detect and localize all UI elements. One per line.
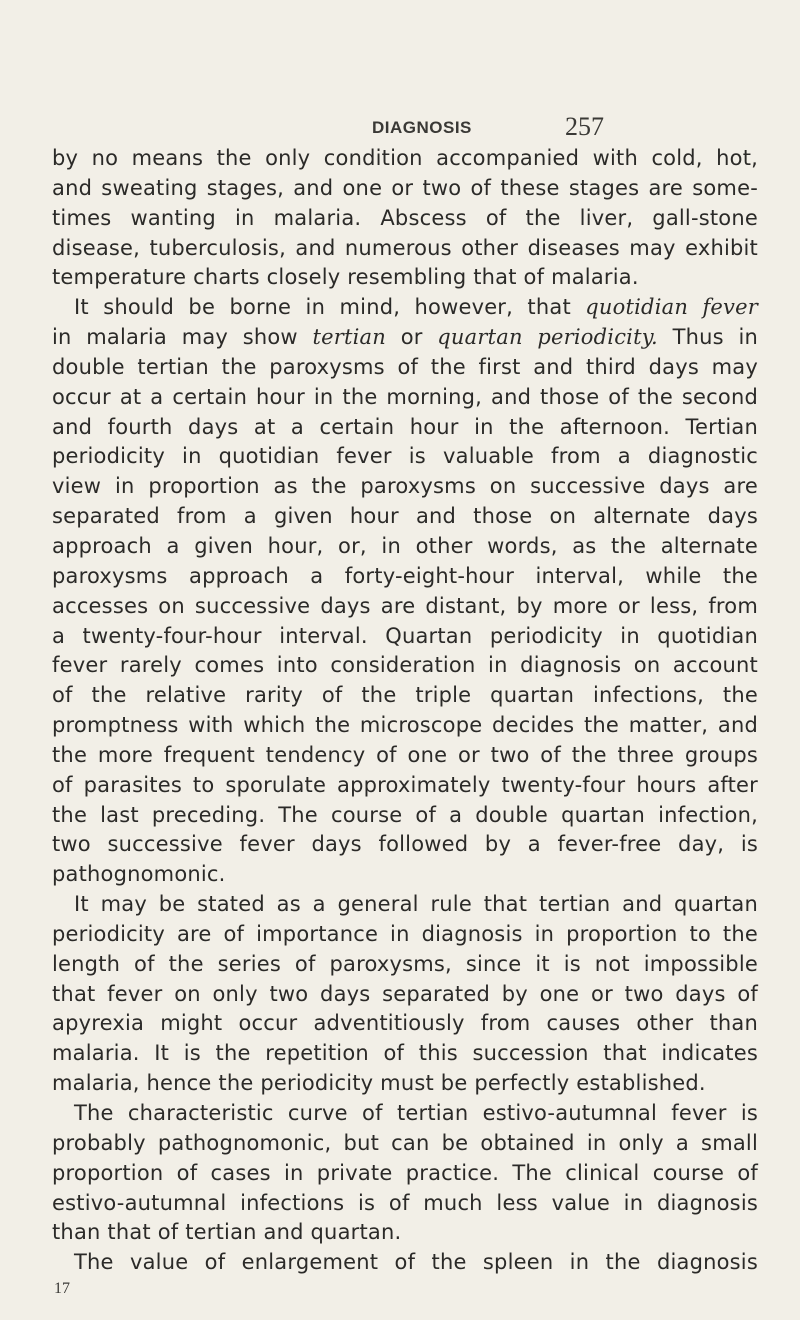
page-header bbox=[0, 114, 800, 144]
text-segment: It should be borne in mind, however, that bbox=[74, 295, 586, 320]
text-line bbox=[52, 472, 758, 502]
text-line bbox=[52, 890, 758, 920]
text-line bbox=[52, 383, 758, 413]
text-line bbox=[52, 1129, 758, 1159]
text-line bbox=[52, 801, 758, 831]
text-line bbox=[52, 920, 758, 950]
body-text bbox=[52, 144, 758, 1278]
text-line bbox=[52, 323, 758, 353]
text-segment: that fever on only two days separated by one or two days of bbox=[52, 981, 758, 1006]
text-segment: double tertian the paroxysms of the first and third days may bbox=[52, 354, 758, 379]
text-line bbox=[52, 532, 758, 562]
signature-mark: 17 bbox=[54, 1280, 70, 1297]
text-segment: of the relative rarity of the triple quartan infections, the bbox=[52, 683, 758, 708]
text-segment: and sweating stages, and one or two of these stages are some- bbox=[52, 175, 758, 200]
text-line bbox=[52, 860, 758, 890]
text-line bbox=[52, 353, 758, 383]
text-segment: and fourth days at a certain hour in the afternoon. Tertian bbox=[52, 414, 758, 439]
text-segment: disease, tuberculosis, and numerous other diseases may exhibit bbox=[52, 235, 758, 260]
text-line bbox=[52, 1159, 758, 1189]
text-line bbox=[52, 413, 758, 443]
text-segment: occur at a certain hour in the morning, and those of the second bbox=[52, 384, 758, 409]
text-segment: temperature charts closely resembling that of malaria. bbox=[52, 265, 639, 290]
text-line bbox=[52, 204, 758, 234]
running-head: DIAGNOSIS bbox=[372, 118, 472, 137]
text-line bbox=[52, 1218, 758, 1248]
text-segment: separated from a given hour and those on alternate days bbox=[52, 504, 758, 529]
text-segment: probably pathognomonic, but can be obtained in only a small bbox=[52, 1130, 758, 1155]
text-segment: view in proportion as the paroxysms on successive days are bbox=[52, 474, 758, 499]
italic-text: quartan periodicity. bbox=[437, 325, 658, 350]
text-segment: malaria, hence the periodicity must be perfectly established. bbox=[52, 1071, 706, 1096]
text-line bbox=[52, 1248, 758, 1278]
text-line bbox=[52, 1009, 758, 1039]
text-segment: by no means the only condition accompanied with cold, hot, bbox=[52, 146, 758, 170]
text-line bbox=[52, 502, 758, 532]
text-segment: times wanting in malaria. Abscess of the liver, gall-stone bbox=[52, 205, 758, 230]
text-line bbox=[52, 592, 758, 622]
text-segment: It may be stated as a general rule that tertian and quartan bbox=[74, 892, 758, 917]
text-segment: length of the series of paroxysms, since it is not impossible bbox=[52, 951, 758, 976]
text-segment: a twenty-four-hour interval. Quartan periodicity in quotidian bbox=[52, 623, 758, 648]
text-line bbox=[52, 144, 758, 174]
text-segment: proportion of cases in private practice. The clinical course of bbox=[52, 1160, 758, 1185]
page-number: 257 bbox=[565, 112, 604, 141]
text-line bbox=[52, 1189, 758, 1219]
text-segment: two successive fever days followed by a fever-free day, is bbox=[52, 832, 758, 857]
text-line bbox=[52, 830, 758, 860]
italic-text: quotidian fever bbox=[585, 295, 758, 320]
text-line bbox=[52, 293, 758, 323]
text-segment: The value of enlargement of the spleen in the diagnosis bbox=[74, 1250, 758, 1275]
text-line bbox=[52, 980, 758, 1010]
text-segment: or bbox=[386, 325, 438, 350]
text-line bbox=[52, 1069, 758, 1099]
text-line bbox=[52, 263, 758, 293]
text-segment: of parasites to sporulate approximately twenty-four hours after bbox=[52, 772, 758, 797]
text-segment: estivo-autumnal infections is of much less value in diagnosis bbox=[52, 1190, 758, 1215]
text-line bbox=[52, 741, 758, 771]
text-segment: the last preceding. The course of a double quartan infection, bbox=[52, 802, 758, 827]
text-line bbox=[52, 651, 758, 681]
text-segment: Thus in bbox=[657, 325, 759, 350]
text-line bbox=[52, 711, 758, 741]
text-segment: periodicity are of importance in diagnosis in proportion to the bbox=[52, 921, 758, 946]
text-line bbox=[52, 950, 758, 980]
text-segment: approach a given hour, or, in other words, as the alternate bbox=[52, 533, 758, 558]
text-segment: periodicity in quotidian fever is valuable from a diagnostic bbox=[52, 444, 758, 469]
text-segment: promptness with which the microscope decides the matter, and bbox=[52, 713, 758, 738]
text-line bbox=[52, 1039, 758, 1069]
text-segment: in malaria may show bbox=[52, 325, 313, 350]
text-segment: fever rarely comes into consideration in diagnosis on account bbox=[52, 653, 758, 678]
text-line bbox=[52, 622, 758, 652]
text-line bbox=[52, 562, 758, 592]
text-segment: malaria. It is the repetition of this succession that indicates bbox=[52, 1041, 758, 1066]
text-segment: The characteristic curve of tertian estivo-autumnal fever is bbox=[74, 1101, 758, 1125]
text-line bbox=[52, 1099, 758, 1129]
text-line bbox=[52, 771, 758, 801]
text-line bbox=[52, 234, 758, 264]
text-line bbox=[52, 681, 758, 711]
text-segment: apyrexia might occur adventitiously from causes other than bbox=[52, 1011, 758, 1036]
text-segment: paroxysms approach a forty-eight-hour interval, while the bbox=[52, 563, 758, 588]
text-segment: the more frequent tendency of one or two of the three groups bbox=[52, 742, 758, 767]
text-segment: than that of tertian and quartan. bbox=[52, 1220, 402, 1245]
text-line bbox=[52, 442, 758, 472]
text-segment: accesses on successive days are distant, by more or less, from bbox=[52, 593, 758, 618]
italic-text: tertian bbox=[312, 325, 387, 350]
text-line bbox=[52, 174, 758, 204]
text-segment: pathognomonic. bbox=[52, 862, 226, 887]
